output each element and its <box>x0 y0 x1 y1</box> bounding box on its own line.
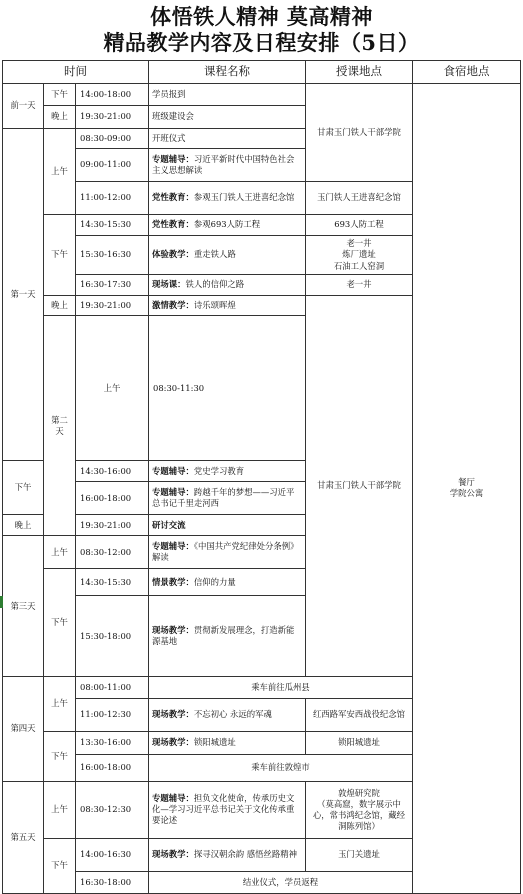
course-cell: 班级建设会 <box>149 106 306 129</box>
course-cell: 现场教学：锁阳城遗址 <box>149 731 306 754</box>
place-cell: 693人防工程 <box>306 215 413 236</box>
course-cell: 体验教学：重走铁人路 <box>149 236 306 275</box>
time-cell: 16:00-18:00 <box>76 754 149 781</box>
header-time: 时间 <box>3 61 149 84</box>
course-cell: 乘车前往瓜州县 <box>149 676 413 698</box>
time-cell: 08:30-12:30 <box>76 781 149 838</box>
header-course: 课程名称 <box>149 61 306 84</box>
course-cell: 研讨交流 <box>149 515 306 536</box>
time-cell: 14:30-15:30 <box>76 569 149 596</box>
time-cell: 08:00-11:00 <box>76 676 149 698</box>
day-label: 第二天 <box>44 316 76 536</box>
place-cell: 玉门关遗址 <box>306 838 413 871</box>
time-cell: 19:30-21:00 <box>76 106 149 129</box>
place-cell: 玉门铁人王进喜纪念馆 <box>306 182 413 215</box>
title-line-2: 精品教学内容及日程安排（5日） <box>103 30 420 55</box>
half-label: 下午 <box>3 461 44 515</box>
course-cell: 现场教学：探寻汉朝余韵 感悟丝路精神 <box>149 838 306 871</box>
course-cell: 专题辅导：《中国共产党纪律处分条例》解读 <box>149 536 306 569</box>
time-cell: 08:30-11:30 <box>149 316 306 461</box>
half-label: 上午 <box>44 676 76 731</box>
place-cell: 红西路军安西战役纪念馆 <box>306 698 413 731</box>
half-label: 下午 <box>44 215 76 296</box>
time-cell: 14:30-16:00 <box>76 461 149 482</box>
course-cell: 现场教学：不忘初心 永远的军魂 <box>149 698 306 731</box>
course-cell: 专题辅导：党史学习教育 <box>149 461 306 482</box>
place-cell: 老一井 <box>306 275 413 296</box>
time-cell: 11:00-12:30 <box>76 698 149 731</box>
place-cell: 老一井 炼厂遗址 石油工人窑洞 <box>306 236 413 275</box>
course-cell: 现场课：铁人的信仰之路 <box>149 275 306 296</box>
place-cell: 甘肃玉门铁人干部学院 <box>306 296 413 677</box>
time-cell: 08:30-09:00 <box>76 129 149 149</box>
course-cell: 开班仪式 <box>149 129 306 149</box>
time-cell: 15:30-16:30 <box>76 236 149 275</box>
half-label: 晚上 <box>44 296 76 316</box>
half-label: 上午 <box>76 316 149 461</box>
time-cell: 19:30-21:00 <box>76 296 149 316</box>
half-label: 晚上 <box>3 515 44 536</box>
day-label: 第五天 <box>3 781 44 893</box>
title-line-1: 体悟铁人精神 莫高精神 <box>150 4 373 29</box>
time-cell: 14:00-18:00 <box>76 84 149 106</box>
course-cell: 党性教育：参观693人防工程 <box>149 215 306 236</box>
half-label: 晚上 <box>44 106 76 129</box>
place-cell: 甘肃玉门铁人干部学院 <box>306 84 413 182</box>
half-label: 下午 <box>44 569 76 677</box>
time-cell: 15:30-18:00 <box>76 596 149 677</box>
day-label: 前一天 <box>3 84 44 129</box>
course-cell: 乘车前往敦煌市 <box>149 754 413 781</box>
place-cell: 锁阳城遗址 <box>306 731 413 754</box>
course-cell: 专题辅导：跨越千年的梦想——习近平总书记千里走河西 <box>149 482 306 515</box>
day-label: 第一天 <box>3 129 44 461</box>
time-cell: 16:00-18:00 <box>76 482 149 515</box>
schedule-table <box>2 60 521 894</box>
course-cell: 现场教学：贯彻新发展理念，打造新能源基地 <box>149 596 306 677</box>
time-cell: 14:00-16:30 <box>76 838 149 871</box>
time-cell: 19:30-21:00 <box>76 515 149 536</box>
header-lodging: 食宿地点 <box>413 61 521 84</box>
course-cell: 激情教学：诗乐颂晖煌 <box>149 296 306 316</box>
lodging-cell: 餐厅 学院公寓 <box>413 84 521 894</box>
time-cell: 14:30-15:30 <box>76 215 149 236</box>
course-cell: 情景教学：信仰的力量 <box>149 569 306 596</box>
time-cell: 08:30-12:00 <box>76 536 149 569</box>
table-row <box>3 84 521 106</box>
side-marker <box>0 596 3 608</box>
place-cell: 敦煌研究院 （莫高窟，数字展示中心，常书鸿纪念馆，藏经洞陈列馆） <box>306 781 413 838</box>
half-label: 下午 <box>44 84 76 106</box>
half-label: 上午 <box>44 129 76 215</box>
course-cell: 结业仪式，学员返程 <box>149 871 413 893</box>
half-label: 上午 <box>44 536 76 569</box>
course-cell: 专题辅导：习近平新时代中国特色社会主义思想解读 <box>149 149 306 182</box>
day-label: 第三天 <box>3 536 44 677</box>
course-cell: 党性教育：参观玉门铁人王进喜纪念馆 <box>149 182 306 215</box>
header-place: 授课地点 <box>306 61 413 84</box>
half-label: 下午 <box>44 838 76 893</box>
time-cell: 13:30-16:00 <box>76 731 149 754</box>
course-cell: 专题辅导：担负文化使命，传承历史文化—学习习近平总书记关于文化传承重要论述 <box>149 781 306 838</box>
header-row <box>3 61 521 84</box>
half-label: 上午 <box>44 781 76 838</box>
time-cell: 16:30-17:30 <box>76 275 149 296</box>
time-cell: 11:00-12:00 <box>76 182 149 215</box>
time-cell: 16:30-18:00 <box>76 871 149 893</box>
course-cell: 学员报到 <box>149 84 306 106</box>
half-label: 下午 <box>44 731 76 781</box>
day-label: 第四天 <box>3 676 44 781</box>
time-cell: 09:00-11:00 <box>76 149 149 182</box>
